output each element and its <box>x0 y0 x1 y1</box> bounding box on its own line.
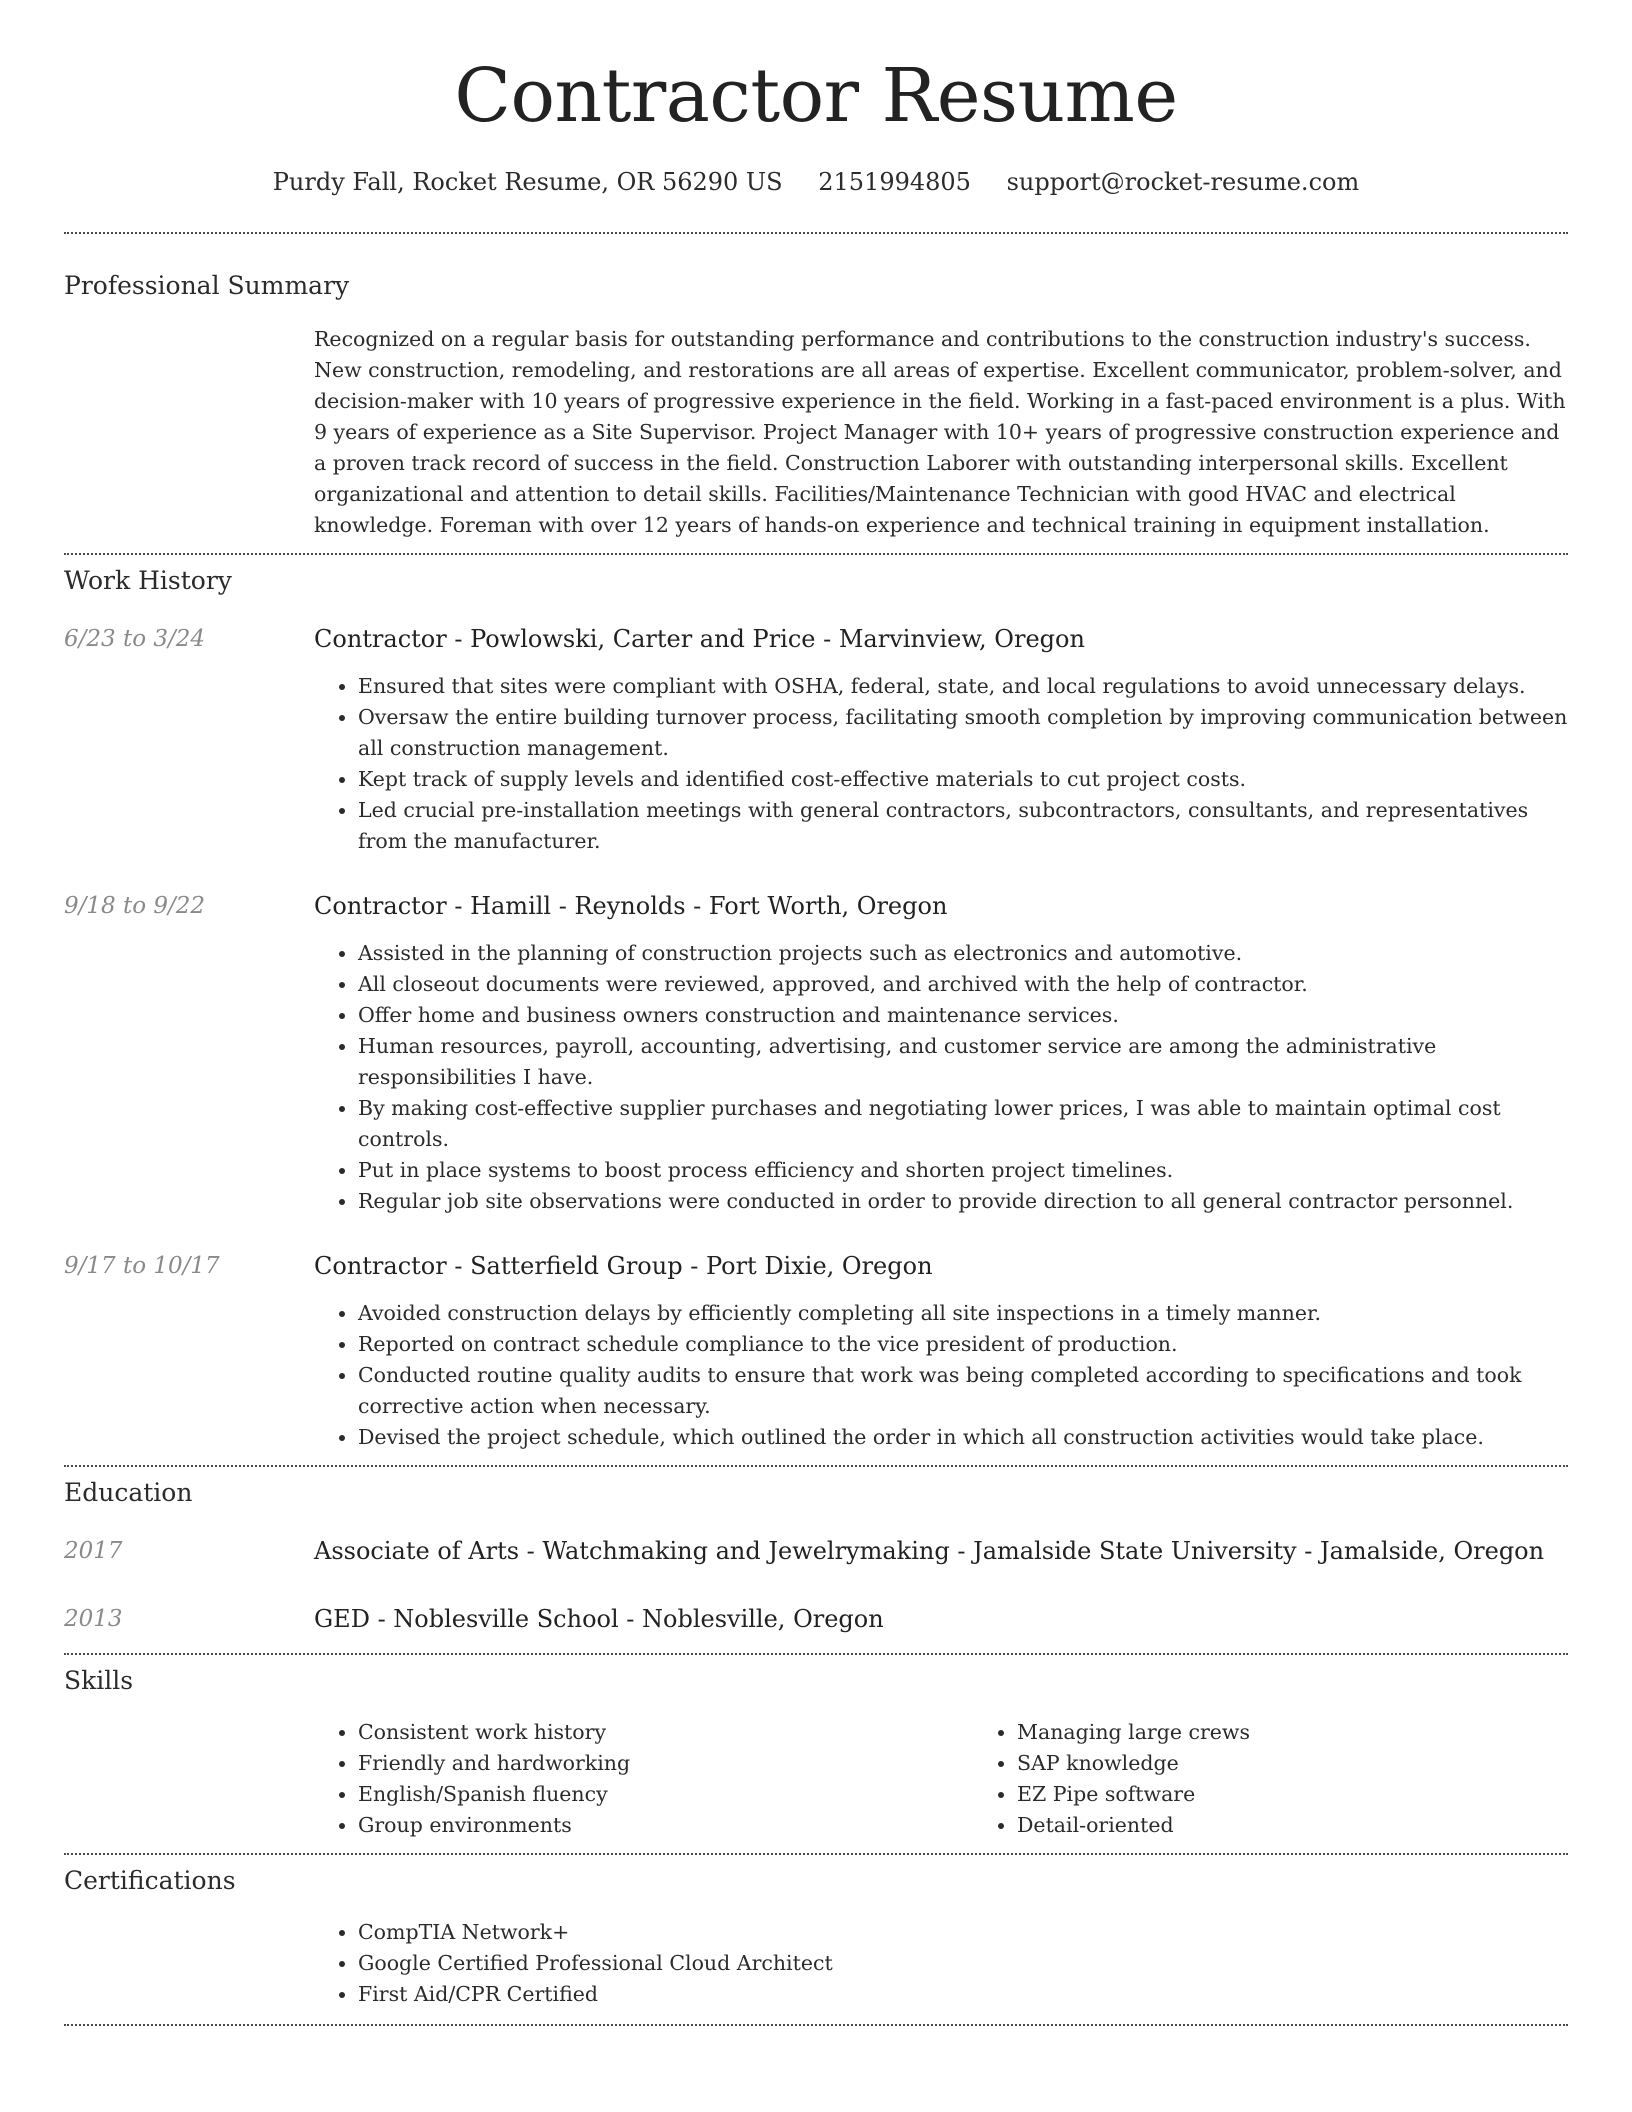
education-heading: Education <box>64 1478 193 1507</box>
skill-item: • SAP knowledge <box>1017 1748 1632 1779</box>
job-title: Contractor - Powlowski, Carter and Price - Marvinview, Oregon <box>314 625 1085 653</box>
certification-item: • Google Certified Professional Cloud Architect <box>358 1948 1568 1979</box>
skill-item: • Consistent work history <box>358 1717 973 1748</box>
contact-line <box>64 166 1568 198</box>
list-item: • Reported on contract schedule compliance to the vice president of production. <box>358 1329 1568 1360</box>
job-bullets <box>314 938 1568 1217</box>
education-title: GED - Noblesville School - Noblesville, Oregon <box>314 1605 884 1633</box>
education-year: 2017 <box>64 1538 123 1564</box>
certifications-heading: Certifications <box>64 1866 236 1895</box>
list-item: • Oversaw the entire building turnover process, facilitating smooth completion by improving communication between all construction management. <box>358 702 1568 764</box>
skill-item: • Detail-oriented <box>1017 1810 1632 1841</box>
job-dates: 9/17 to 10/17 <box>64 1253 220 1279</box>
list-item: • Regular job site observations were conducted in order to provide direction to all general contractor personnel. <box>358 1186 1568 1217</box>
certification-item: • First Aid/CPR Certified <box>358 1979 1568 2010</box>
skill-item: • EZ Pipe software <box>1017 1779 1632 1810</box>
divider <box>64 553 1568 555</box>
job-entry <box>64 890 1568 1217</box>
skill-item: • English/Spanish fluency <box>358 1779 973 1810</box>
divider <box>64 1853 1568 1855</box>
education-year: 2013 <box>64 1606 123 1632</box>
list-item: • Conducted routine quality audits to ensure that work was being completed according to specifications and took corrective action when necessary. <box>358 1360 1568 1422</box>
job-entry <box>64 623 1568 857</box>
list-item: • By making cost-effective supplier purchases and negotiating lower prices, I was able to maintain optimal cost controls. <box>358 1093 1568 1155</box>
resume-content <box>64 0 1568 2026</box>
job-entry <box>64 1250 1568 1453</box>
list-item: • Avoided construction delays by efficiently completing all site inspections in a timely manner. <box>358 1298 1568 1329</box>
summary-heading: Professional Summary <box>64 271 350 300</box>
job-dates: 9/18 to 9/22 <box>64 893 206 919</box>
education-entry <box>64 1535 1568 1567</box>
list-item: • Assisted in the planning of construction projects such as electronics and automotive. <box>358 938 1568 969</box>
skill-item: • Friendly and hardworking <box>358 1748 973 1779</box>
education-section <box>64 1477 1568 1635</box>
list-item: • Put in place systems to boost process efficiency and shorten project timelines. <box>358 1155 1568 1186</box>
summary-text: Recognized on a regular basis for outstanding performance and contributions to the construction industry's success. New construction, remodeling, and restorations are all areas of expertise. Excellent communicator, problem-solver, and decision-maker with 10 years of progressive experience in the field. Working in a fast-paced environment is a plus. With 9 years of experience as a Site Supervisor. Project Manager with 10+ years of progressive construction experience and a proven track record of success in the field. Construction Laborer with outstanding interpersonal skills. Excellent organizational and attention to detail skills. Facilities/Maintenance Technician with good HVAC and electrical knowledge. Foreman with over 12 years of hands-on experience and technical training in equipment installation. <box>314 327 1566 537</box>
list-item: • Led crucial pre-installation meetings with general contractors, subcontractors, consultants, and representatives from the manufacturer. <box>358 795 1568 857</box>
divider <box>64 2024 1568 2026</box>
list-item: • Devised the project schedule, which outlined the order in which all construction activities would take place. <box>358 1422 1568 1453</box>
work-history-heading: Work History <box>64 566 232 595</box>
divider <box>64 1653 1568 1655</box>
resume-title: Contractor Resume <box>454 53 1178 139</box>
skill-item: • Group environments <box>358 1810 973 1841</box>
education-entry <box>64 1603 1568 1635</box>
job-bullets <box>314 1298 1568 1453</box>
certifications-section <box>64 1865 1568 2010</box>
list-item: • Ensured that sites were compliant with OSHA, federal, state, and local regulations to avoid unnecessary delays. <box>358 671 1568 702</box>
summary-section <box>64 270 1568 541</box>
certifications-list <box>314 1917 1568 2010</box>
job-title: Contractor - Hamill - Reynolds - Fort Worth, Oregon <box>314 892 948 920</box>
divider <box>64 232 1568 234</box>
skills-heading: Skills <box>64 1666 134 1695</box>
job-dates: 6/23 to 3/24 <box>64 626 206 652</box>
work-history-section <box>64 565 1568 1453</box>
list-item: • Kept track of supply levels and identified cost-effective materials to cut project costs. <box>358 764 1568 795</box>
education-title: Associate of Arts - Watchmaking and Jewelrymaking - Jamalside State University - Jamalside, Oregon <box>314 1537 1545 1565</box>
skills-list-left <box>314 1717 973 1841</box>
contact-address: Purdy Fall, Rocket Resume, OR 56290 US <box>272 168 783 196</box>
job-bullets <box>314 671 1568 857</box>
contact-phone: 2151994805 <box>818 168 971 196</box>
divider <box>64 1465 1568 1467</box>
skills-section <box>64 1665 1568 1841</box>
skills-list-right <box>973 1717 1632 1841</box>
list-item: • Human resources, payroll, accounting, advertising, and customer service are among the administrative responsibilities I have. <box>358 1031 1568 1093</box>
certification-item: • CompTIA Network+ <box>358 1917 1568 1948</box>
job-title: Contractor - Satterfield Group - Port Dixie, Oregon <box>314 1252 933 1280</box>
contact-email: support@rocket-resume.com <box>1006 168 1360 196</box>
list-item: • All closeout documents were reviewed, approved, and archived with the help of contractor. <box>358 969 1568 1000</box>
list-item: • Offer home and business owners construction and maintenance services. <box>358 1000 1568 1031</box>
skill-item: • Managing large crews <box>1017 1717 1632 1748</box>
